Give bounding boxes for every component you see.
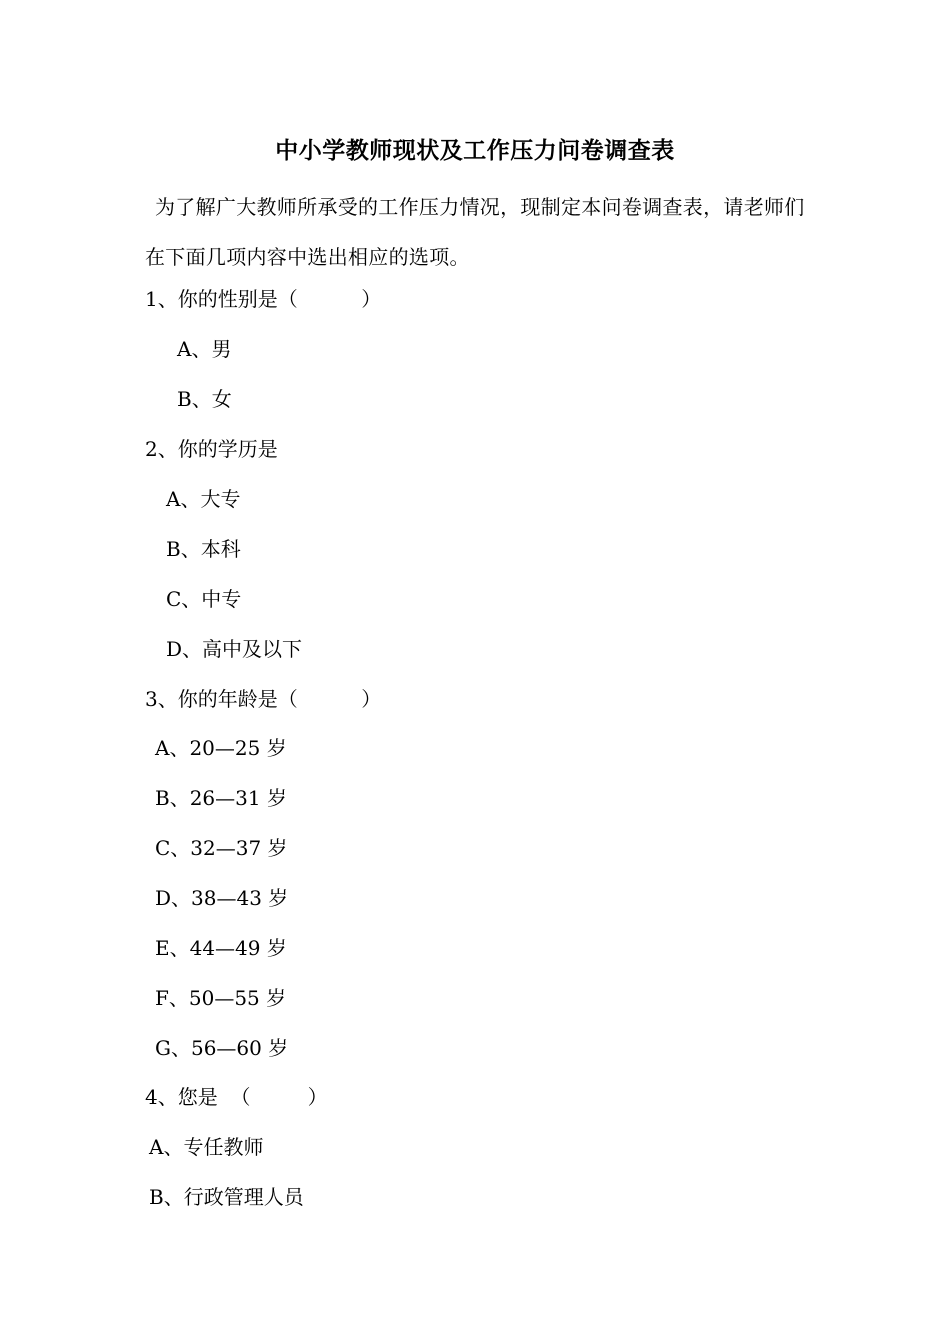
question-2-option-d: D、高中及以下 [166,637,303,661]
question-2-option-b: B、本科 [166,537,241,561]
question-3-option-d: D、38—43 岁 [155,886,289,910]
intro-paragraph: 为了解广大教师所承受的工作压力情况，现制定本问卷调查表，请老师们在下面几项内容中选出相应的选项。 [145,195,805,269]
question-4-option-b: B、行政管理人员 [149,1185,304,1209]
document-title: 中小学教师现状及工作压力问卷调查表 [275,137,675,164]
question-3-option-c: C、32—37 岁 [155,836,288,860]
question-3-text: 3、你的年龄是（ ） [145,687,382,711]
question-1-option-b: B、女 [177,387,232,411]
question-3-option-a: A、20—25 岁 [155,736,287,760]
question-3-option-e: E、44—49 岁 [155,936,287,960]
question-3-option-g: G、56—60 岁 [155,1036,289,1060]
question-3-option-f: F、50—55 岁 [155,986,287,1010]
question-1-option-a: A、男 [177,337,232,361]
question-3-option-b: B、26—31 岁 [155,786,287,810]
question-4-option-a: A、专任教师 [149,1135,264,1159]
question-4-text: 4、您是 （ ） [145,1085,328,1109]
question-2-text: 2、你的学历是 [145,437,278,461]
question-2-option-c: C、中专 [166,587,242,611]
question-2-option-a: A、大专 [166,487,241,511]
question-1-text: 1、你的性别是（ ） [145,287,382,311]
